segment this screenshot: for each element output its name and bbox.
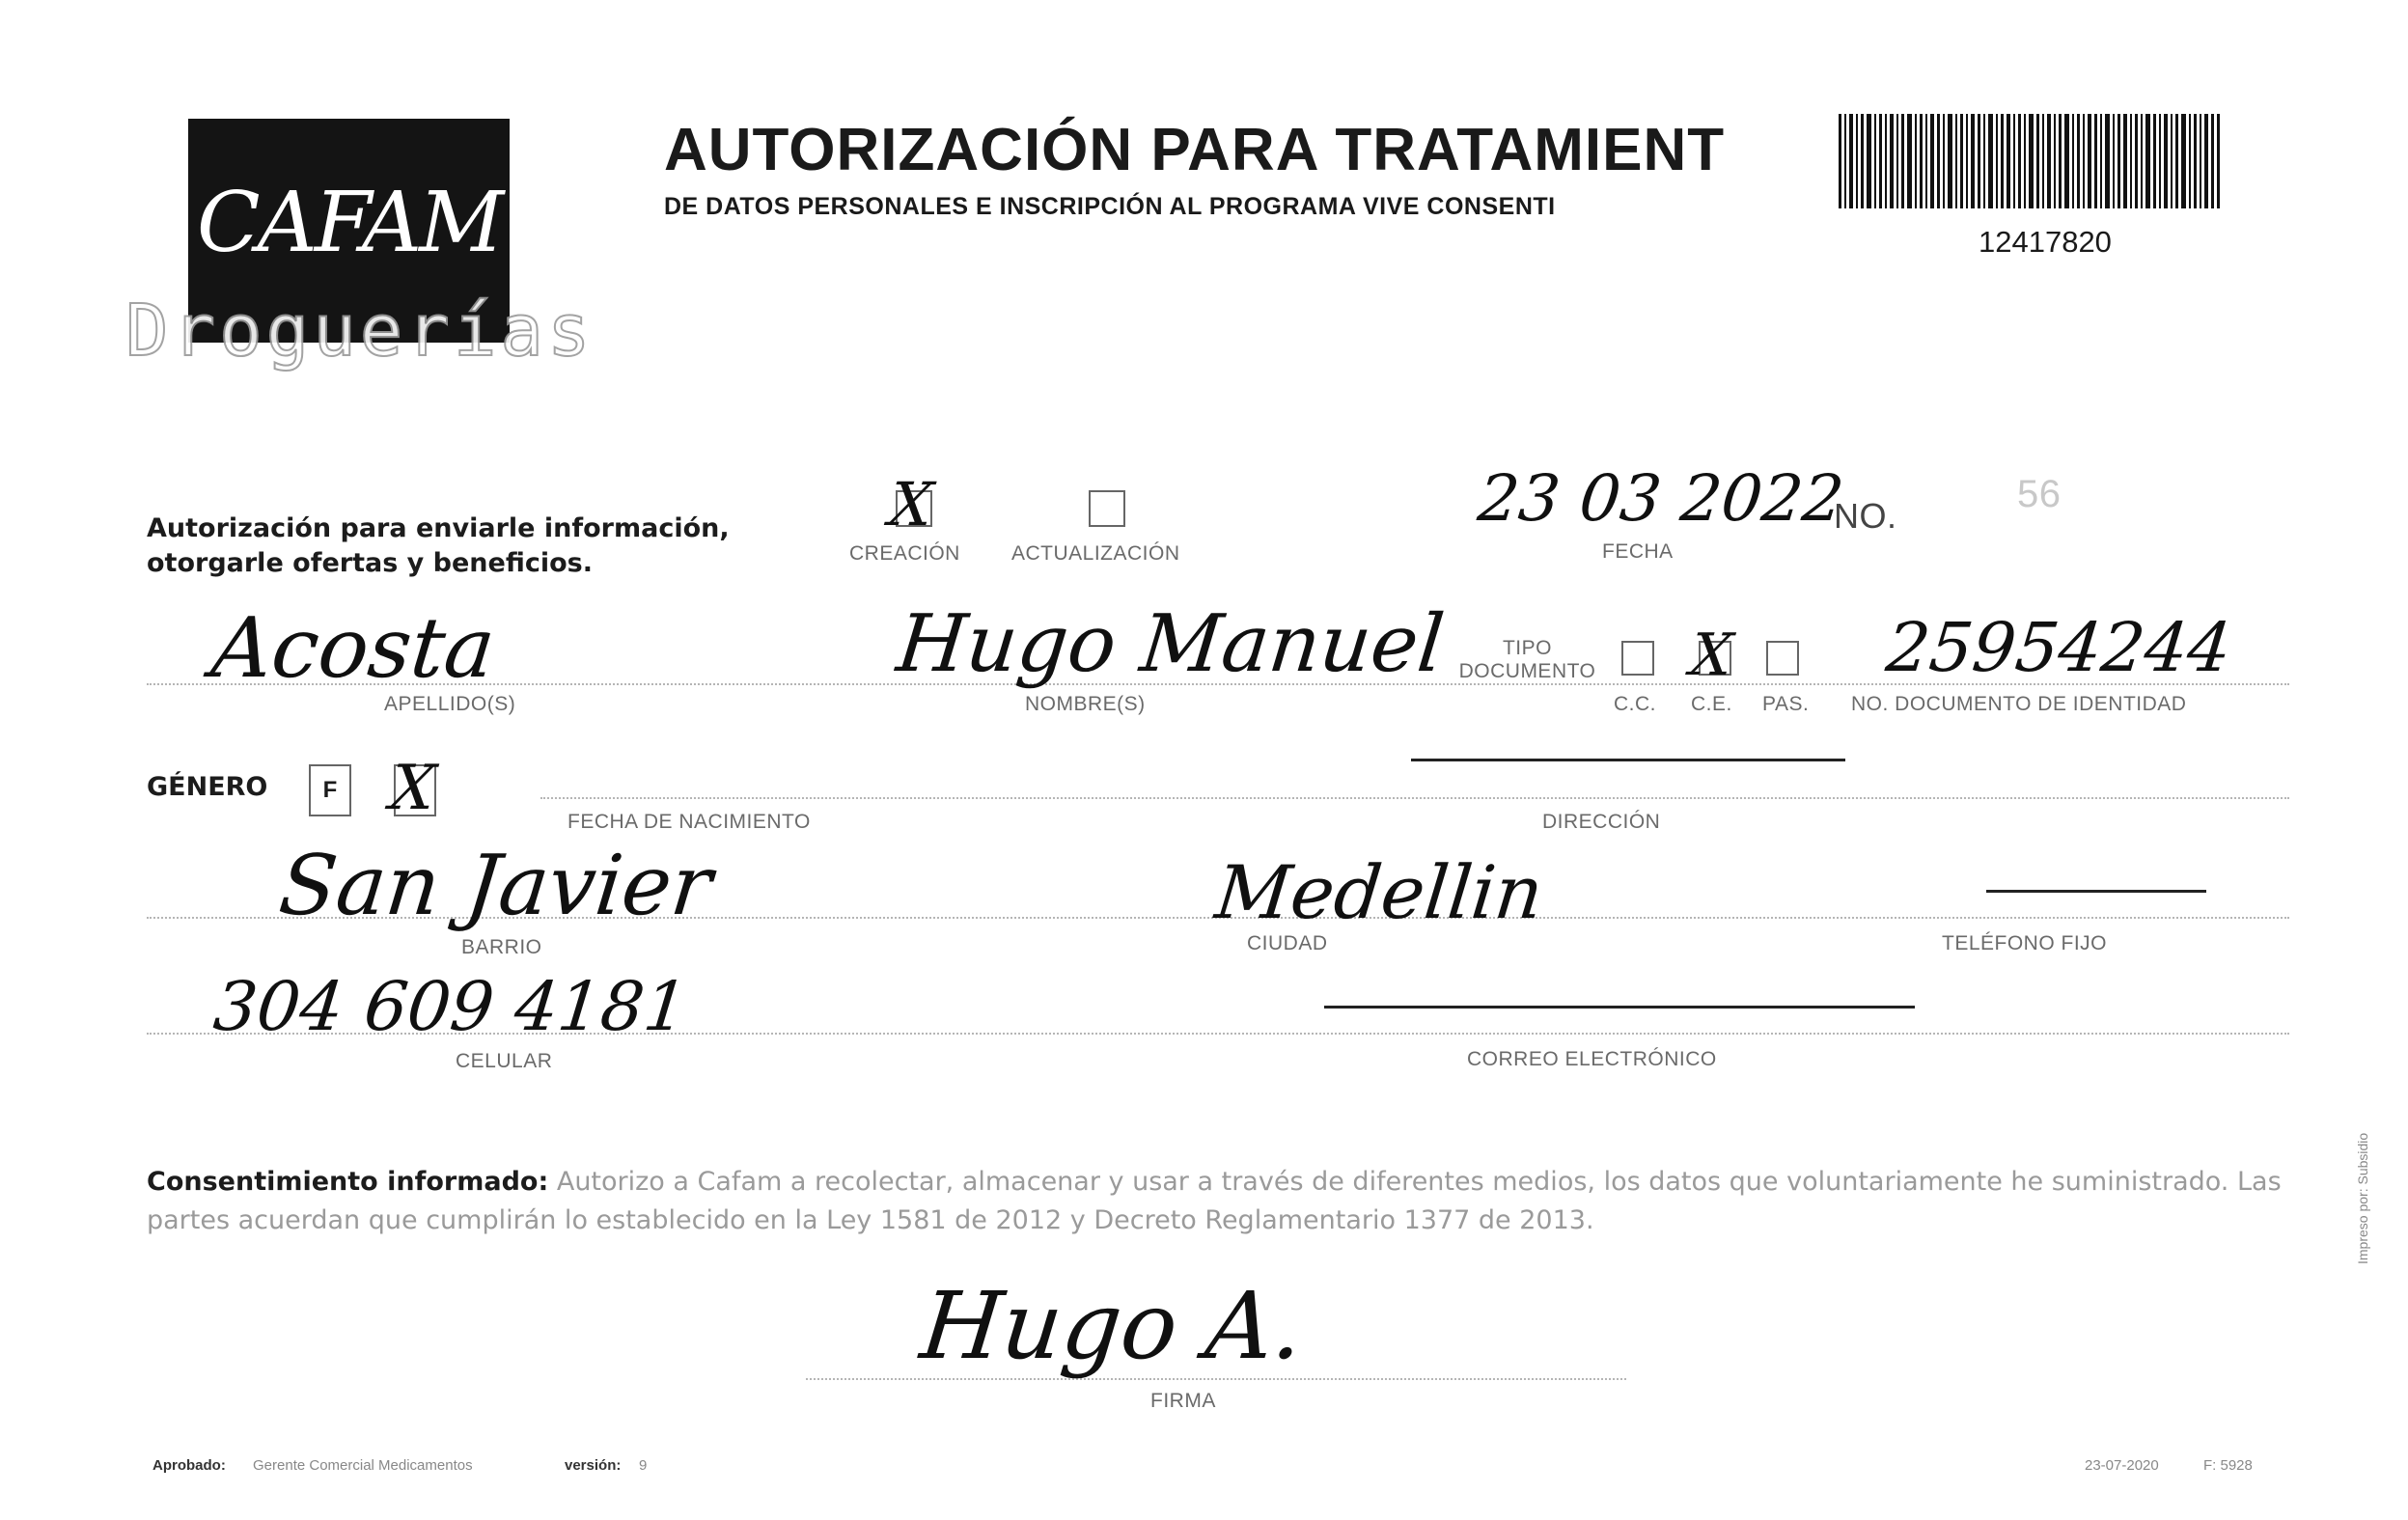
drogueria-label: Droguerías: [125, 290, 595, 373]
fecha-label: FECHA: [1602, 540, 1674, 563]
ciudad-value: Medellin: [1211, 849, 1547, 935]
authorization-label-line2: otorgarle ofertas y beneficios.: [147, 548, 593, 578]
tipo-option-ce: C.E.: [1691, 693, 1732, 715]
fecha-value: 23 03 2022: [1474, 461, 1847, 536]
authorization-label-line1: Autorización para enviarle información,: [147, 513, 730, 543]
apellido-value: Acosta: [207, 600, 500, 697]
aprobado-label: Aprobado:: [152, 1457, 226, 1474]
direccion-strike: [1411, 759, 1845, 761]
signature-value: Hugo A.: [916, 1272, 1310, 1380]
logo-text: CAFAM: [196, 175, 502, 271]
version-label: versión:: [565, 1457, 622, 1474]
form-code: F: 5928: [2203, 1457, 2253, 1474]
celular-label: CELULAR: [456, 1050, 553, 1072]
no-value: 56: [2017, 473, 2062, 515]
actualizacion-checkbox[interactable]: [1089, 490, 1125, 527]
barrio-value: San Javier: [274, 838, 717, 934]
ciudad-label: CIUDAD: [1247, 932, 1328, 954]
documento-value: 25954244: [1882, 608, 2235, 687]
genero-label: GÉNERO: [147, 772, 268, 802]
creacion-check-mark: X: [886, 469, 936, 539]
tipo-option-pas: PAS.: [1762, 693, 1810, 715]
consent-heading: Consentimiento informado:: [147, 1167, 549, 1197]
nombre-value: Hugo Manuel: [893, 598, 1449, 690]
telefono-label: TELÉFONO FIJO: [1942, 932, 2108, 954]
correo-strike: [1324, 1006, 1915, 1009]
tipo-documento-label: TIPO DOCUMENTO: [1458, 637, 1596, 682]
tipo-check-mark: X: [1687, 622, 1736, 689]
firma-label: FIRMA: [1150, 1390, 1216, 1412]
actualizacion-label: ACTUALIZACIÓN: [1011, 542, 1180, 565]
footer-date: 23-07-2020: [2085, 1457, 2159, 1474]
aprobado-value: Gerente Comercial Medicamentos: [253, 1457, 473, 1474]
no-label: NO.: [1834, 496, 1897, 536]
correo-label: CORREO ELECTRÓNICO: [1467, 1048, 1717, 1070]
genero-m-mark: X: [387, 753, 439, 824]
direccion-label: DIRECCIÓN: [1542, 811, 1661, 833]
apellido-label: APELLIDO(S): [384, 693, 516, 715]
form-subtitle: DE DATOS PERSONALES E INSCRIPCIÓN AL PROGRAMA VIVE CONSENTI: [664, 193, 1556, 220]
tipo-pas-checkbox[interactable]: [1766, 641, 1799, 676]
consent-paragraph: [147, 1163, 2289, 1240]
celular-value: 304 609 4181: [209, 967, 692, 1046]
tipo-option-cc: C.C.: [1614, 693, 1656, 715]
form-title: AUTORIZACIÓN PARA TRATAMIENT: [664, 117, 1726, 183]
genero-f-checkbox[interactable]: F: [309, 764, 351, 816]
row-line-direccion: [540, 797, 2289, 799]
barrio-label: BARRIO: [461, 936, 542, 958]
version-value: 9: [639, 1457, 648, 1474]
barcode: [1839, 114, 2220, 208]
documento-label: NO. DOCUMENTO DE IDENTIDAD: [1851, 693, 2187, 715]
barcode-number: 12417820: [1979, 225, 2112, 259]
telefono-strike: [1986, 890, 2206, 893]
consent-text: Autorizo a Cafam a recolectar, almacenar y usar a través de diferentes medios, los datos que voluntariamente he suministrado. Las partes acuerdan que cumplirán lo establecido en la Ley 1581 de 2012 y Decreto Reglamentario 1377 de 2013.: [147, 1167, 2282, 1235]
nombre-label: NOMBRE(S): [1025, 693, 1146, 715]
creacion-label: CREACIÓN: [849, 542, 960, 565]
tipo-cc-checkbox[interactable]: [1621, 641, 1654, 676]
fecha-nacimiento-label: FECHA DE NACIMIENTO: [567, 811, 811, 833]
vertical-print-text: Impreso por: Subsidio: [2355, 1132, 2370, 1264]
